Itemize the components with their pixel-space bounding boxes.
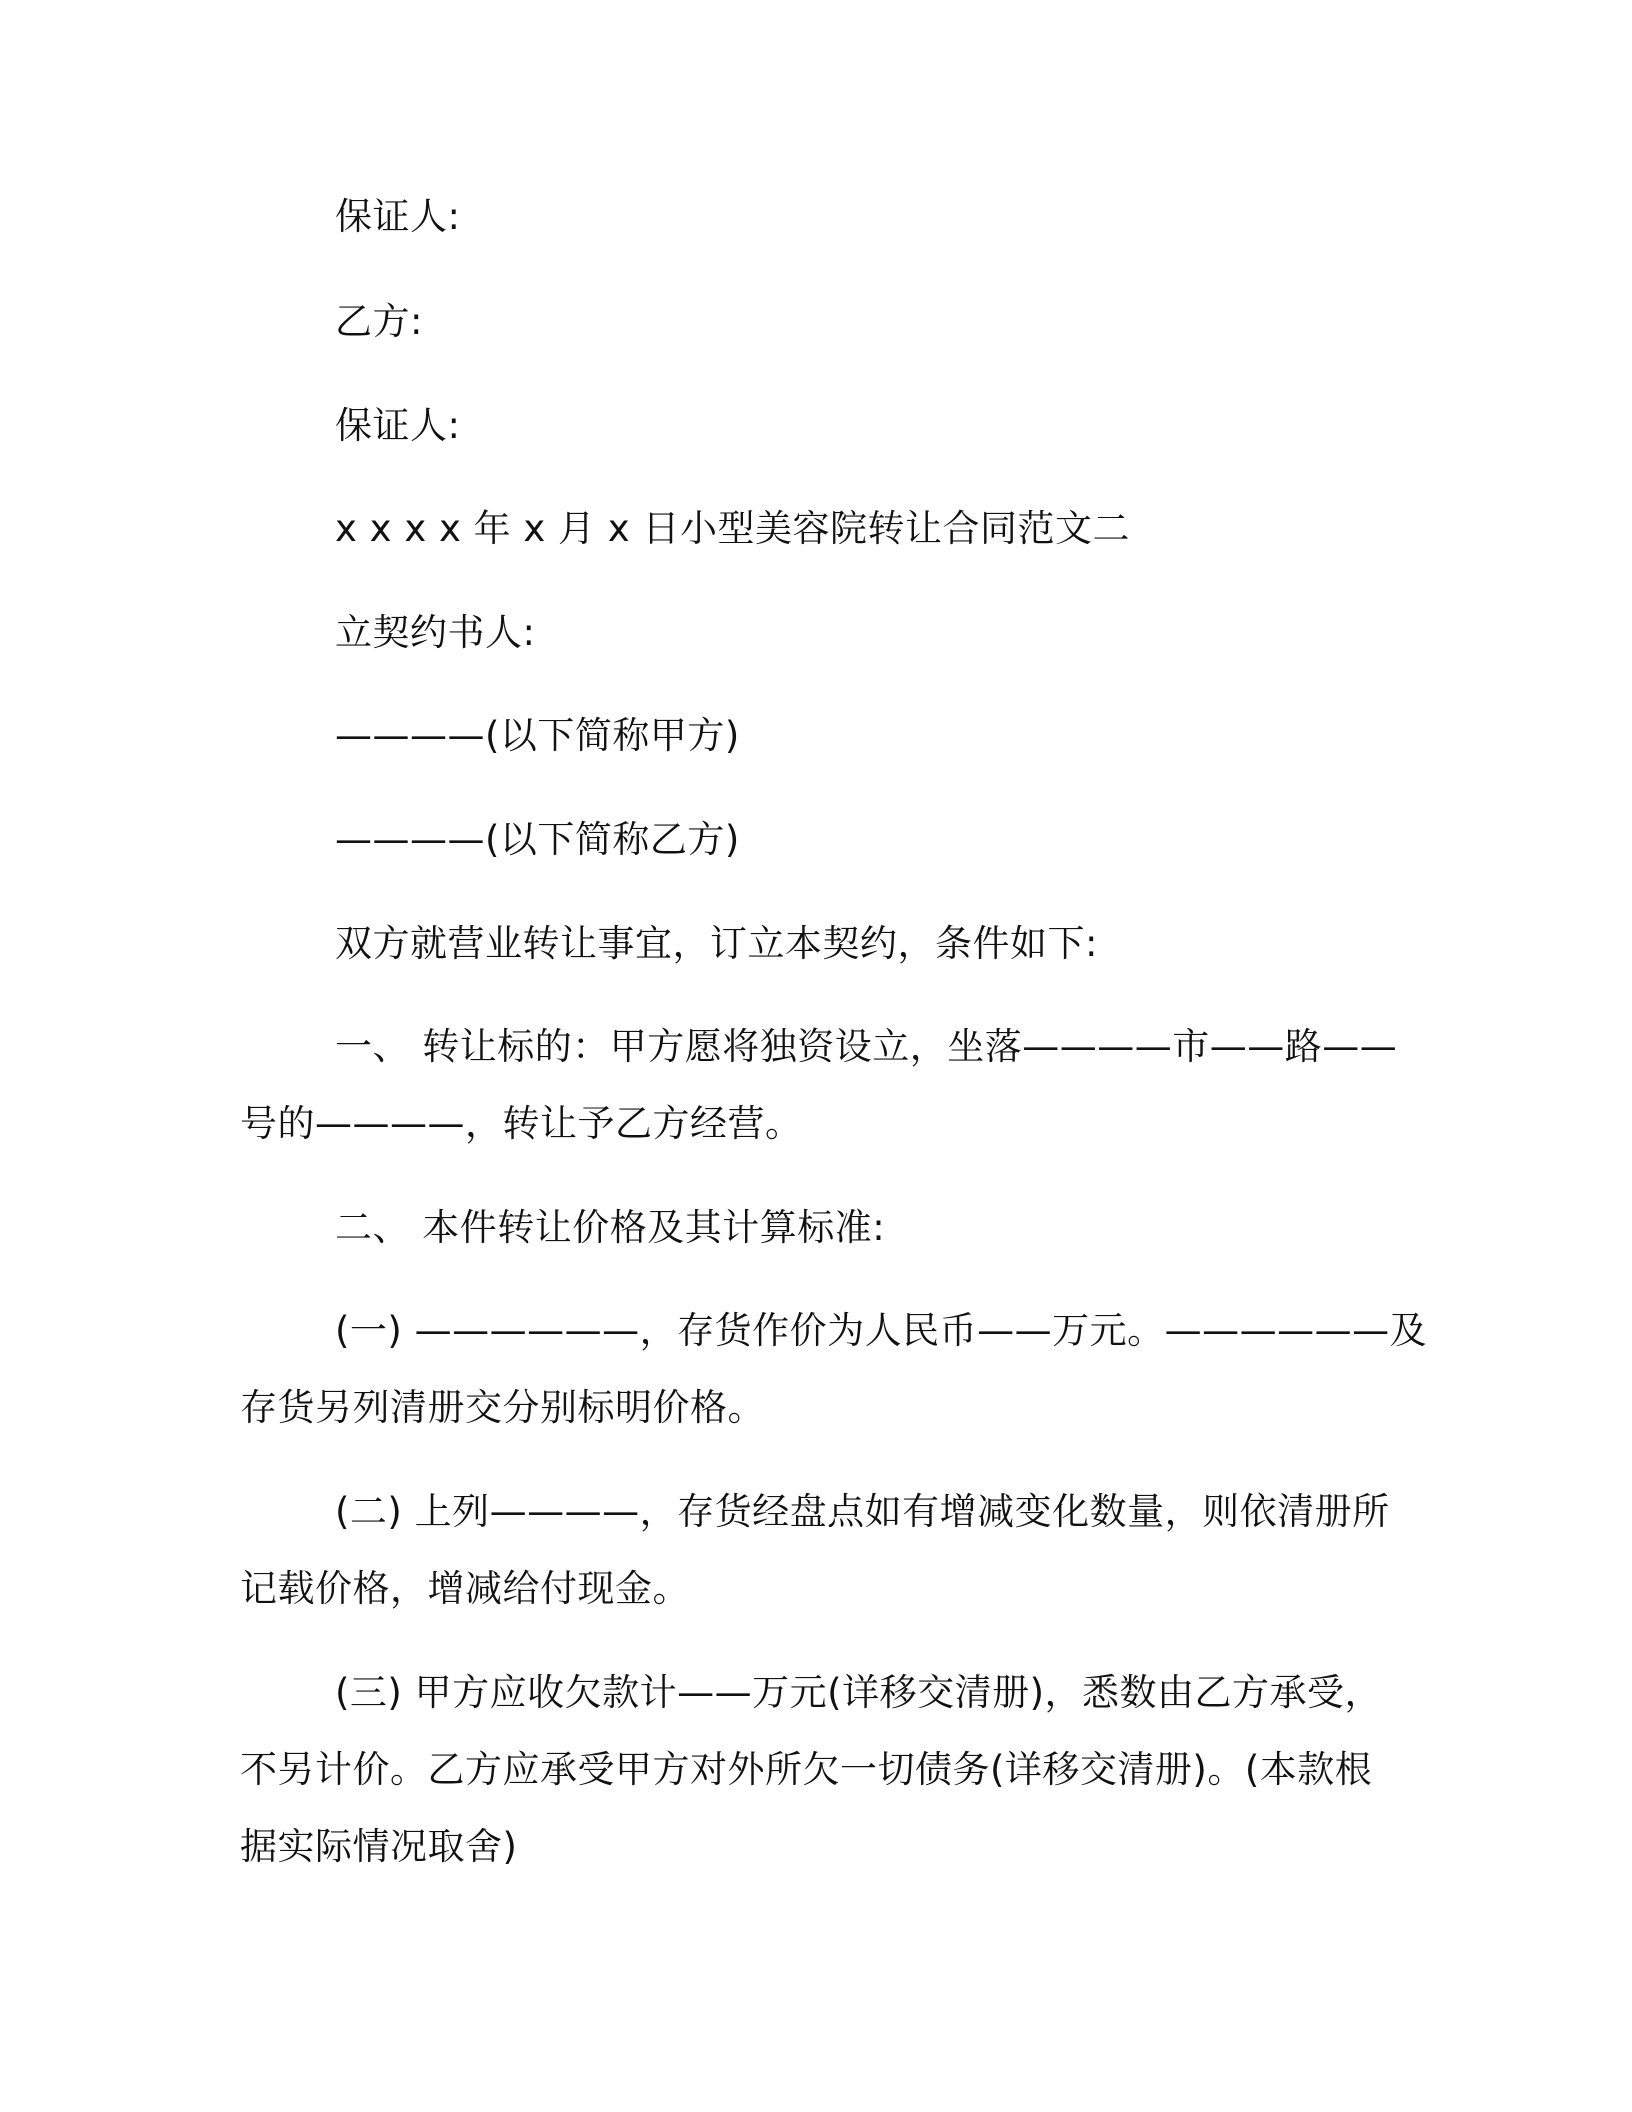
party-b-definition: ————(以下简称乙方) <box>335 818 740 861</box>
party-a-definition: ————(以下简称甲方) <box>335 714 740 757</box>
clause-2-1-line-1: (一) ——————，存货作价为人民币——万元。——————及 <box>335 1309 1428 1352</box>
clause-1-line-1: 一、 转让标的：甲方愿将独资设立，坐落————市——路—— <box>335 1025 1398 1068</box>
clause-2-heading: 二、 本件转让价格及其计算标准: <box>335 1206 886 1249</box>
clause-2-2-line-1: (二) 上列————，存货经盘点如有增减变化数量，则依清册所 <box>335 1490 1390 1533</box>
clause-2-3-line-1: (三) 甲方应收欠款计——万元(详移交清册)，悉数由乙方承受， <box>335 1671 1382 1714</box>
party-b-label: 乙方: <box>335 300 423 343</box>
clause-2-3-line-2: 不另计价。乙方应承受甲方对外所欠一切债务(详移交清册)。(本款根 <box>240 1748 1373 1791</box>
clause-2-2-line-2: 记载价格，增减给付现金。 <box>240 1567 690 1610</box>
guarantor-label-2: 保证人: <box>335 404 461 447</box>
clause-2-1-line-2: 存货另列清册交分别标明价格。 <box>240 1386 765 1429</box>
agreement-intro: 双方就营业转让事宜，订立本契约，条件如下: <box>335 922 1098 965</box>
contracting-parties-label: 立契约书人: <box>335 611 536 654</box>
contract-title: x x x x 年 x 月 x 日小型美容院转让合同范文二 <box>335 507 1130 550</box>
clause-1-line-2: 号的————，转让予乙方经营。 <box>240 1102 803 1145</box>
guarantor-label-1: 保证人: <box>335 195 461 238</box>
clause-2-3-line-3: 据实际情况取舍) <box>240 1825 518 1868</box>
